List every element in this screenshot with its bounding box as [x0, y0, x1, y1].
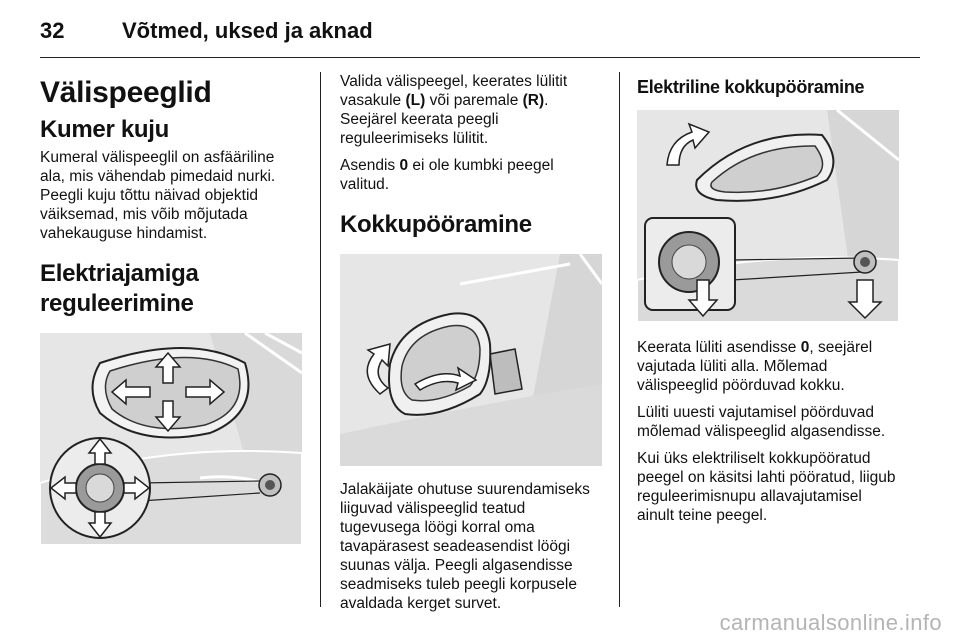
mirror-adjust-illustration [40, 333, 302, 545]
text-span: , seejärel vajutada lüliti alla. Mõlemad välispeeglid pöörduvad kokku. [637, 339, 873, 394]
neutral-position-text [340, 156, 602, 194]
column-1 [40, 72, 302, 545]
column-3 [637, 72, 899, 533]
watermark: carmanualsonline.info [719, 610, 942, 635]
electric-fold-step3: Kui üks elektriliselt kokkupööratud peegel on käsitsi lahti pööratud, liigub reguleerimisnupu allavajutamisel ainult teine peegel. [637, 450, 896, 524]
section-heading-fold: Kokkupööramine [340, 211, 532, 238]
text-span: . Seejärel keerata peegli reguleerimiseks lülitit. [340, 92, 549, 147]
text-span: Asendis [340, 157, 400, 174]
position-zero: 0 [399, 157, 409, 174]
header-rule [40, 57, 920, 58]
section-heading-convex: Kumer kuju [40, 116, 170, 143]
page-title: Välispeeglid [40, 76, 212, 109]
electric-fold-step2: Lüliti uuesti vajutamisel pöörduvad mõlemad välispeeglid algasendisse. [637, 404, 886, 440]
section-heading-electric: Elektriajamiga reguleerimine [40, 260, 199, 317]
position-zero: 0 [800, 339, 810, 356]
text-span: ei ole kumbki peegel valitud. [340, 157, 554, 193]
right-label: (R) [522, 92, 545, 109]
electric-fold-step1 [637, 338, 899, 395]
text-span: Valida välispeegel, keerates lülitit vasakule [340, 73, 568, 109]
text-span: Keerata lüliti asendisse [637, 339, 801, 356]
running-title: Võtmed, uksed ja aknad [122, 18, 373, 43]
electric-fold-illustration [637, 110, 899, 322]
fold-text: Jalakäijate ohutuse suurendamiseks liiguvad välispeeglid teatud tugevusega löögi korral oma tavapärasest seadeasendist löögi suunas välja. Peegli algasendisse seadmiseks tuleb peegli korpusele avaldada kerget survet. [340, 481, 590, 612]
mirror-fold-illustration [340, 254, 602, 466]
select-mirror-text [340, 72, 602, 148]
page-header [40, 0, 920, 58]
text-span: või paremale [425, 92, 523, 109]
page-number: 32 [40, 18, 65, 43]
convex-text: Kumeral välispeeglil on asfääriline ala, mis vähendab pimedaid nurki. Peegli kuju tõttu näivad objektid väiksemad, mis võib mõjutada vahekauguse hindamist. [40, 149, 276, 242]
column-divider-2 [619, 72, 620, 607]
left-label: (L) [405, 92, 426, 109]
column-2 [340, 72, 602, 621]
column-divider-1 [320, 72, 321, 607]
section-heading-electric-fold: Elektriline kokkupööramine [637, 77, 865, 97]
